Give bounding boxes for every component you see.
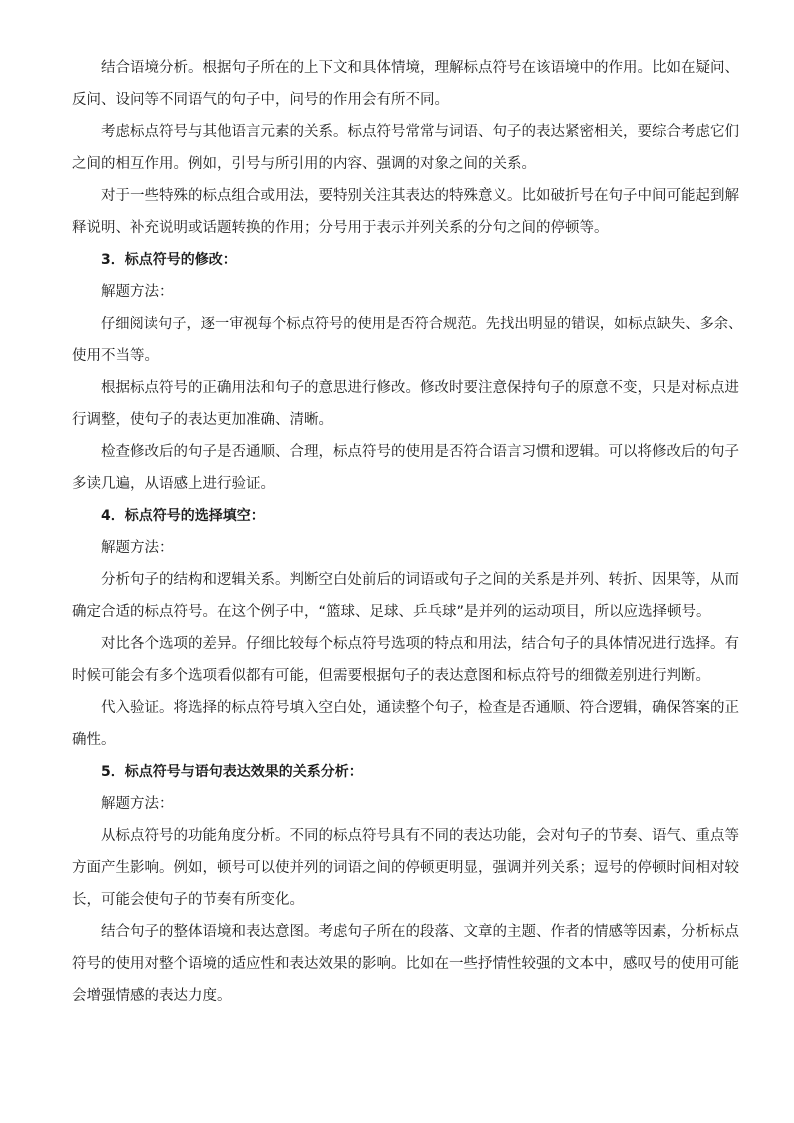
text-line: 反问、设问等不同语气的句子中，问号的作用会有所不同。 — [72, 92, 449, 108]
text-line: 结合语境分析。根据句子所在的上下文和具体情境，理解标点符号在该语境中的作用。比如在疑问、 — [101, 60, 739, 76]
text-line: 解题方法： — [101, 284, 174, 300]
text-line: 长，可能会使句子的节奏有所变化。 — [72, 892, 304, 908]
text-line: 使用不当等。 — [72, 348, 159, 364]
text-line: 解题方法： — [101, 796, 174, 812]
text-line: 之间的相互作用。例如，引号与所引用的内容、强调的对象之间的关系。 — [72, 156, 536, 172]
text-line: 分析句子的结构和逻辑关系。判断空白处前后的词语或句子之间的关系是并列、转折、因果等，从而 — [101, 572, 739, 588]
text-line: 时候可能会有多个选项看似都有可能，但需要根据句子的表达意图和标点符号的细微差别进行判断。 — [72, 668, 710, 684]
text-line: 结合句子的整体语境和表达意图。考虑句子所在的段落、文章的主题、作者的情感等因素，分析标点 — [101, 924, 739, 940]
text-line: 方面产生影响。例如，顿号可以使并列的词语之间的停顿更明显，强调并列关系；逗号的停顿时间相对较 — [72, 860, 739, 876]
document-page — [72, 52, 744, 1012]
text-line: 确性。 — [72, 732, 116, 748]
text-line: 多读几遍，从语感上进行验证。 — [72, 476, 275, 492]
text-line: 对于一些特殊的标点组合或用法，要特别关注其表达的特殊意义。比如破折号在句子中间可能起到解 — [101, 188, 739, 204]
text-line: 代入验证。将选择的标点符号填入空白处，通读整个句子，检查是否通顺、符合逻辑，确保答案的正 — [101, 700, 739, 716]
text-line: 符号的使用对整个语境的适应性和表达效果的影响。比如在一些抒情性较强的文本中，感叹号的使用可能 — [72, 956, 739, 972]
section-heading: 3．标点符号的修改： — [101, 252, 237, 268]
text-line: 对比各个选项的差异。仔细比较每个标点符号选项的特点和用法，结合句子的具体情况进行选择。有 — [101, 636, 739, 652]
text-line: 会增强情感的表达力度。 — [72, 988, 232, 1004]
section-heading: 4．标点符号的选择填空： — [101, 508, 265, 524]
section-heading: 5．标点符号与语句表达效果的关系分析： — [101, 764, 363, 780]
text-line: 考虑标点符号与其他语言元素的关系。标点符号常常与词语、句子的表达紧密相关，要综合考虑它们 — [101, 124, 739, 140]
text-line: 根据标点符号的正确用法和句子的意思进行修改。修改时要注意保持句子的原意不变，只是对标点进 — [101, 380, 739, 396]
text-line: 从标点符号的功能角度分析。不同的标点符号具有不同的表达功能，会对句子的节奏、语气、重点等 — [101, 828, 739, 844]
text-line: 行调整，使句子的表达更加准确、清晰。 — [72, 412, 333, 428]
text-line: 确定合适的标点符号。在这个例子中，“篮球、足球、乒乓球”是并列的运动项目，所以应选择顿号。 — [72, 604, 711, 620]
text-line: 检查修改后的句子是否通顺、合理，标点符号的使用是否符合语言习惯和逻辑。可以将修改后的句子 — [101, 444, 739, 460]
text-line: 释说明、补充说明或话题转换的作用；分号用于表示并列关系的分句之间的停顿等。 — [72, 220, 609, 236]
text-line: 仔细阅读句子，逐一审视每个标点符号的使用是否符合规范。先找出明显的错误，如标点缺失、多余、 — [101, 316, 743, 332]
text-line: 解题方法： — [101, 540, 174, 556]
